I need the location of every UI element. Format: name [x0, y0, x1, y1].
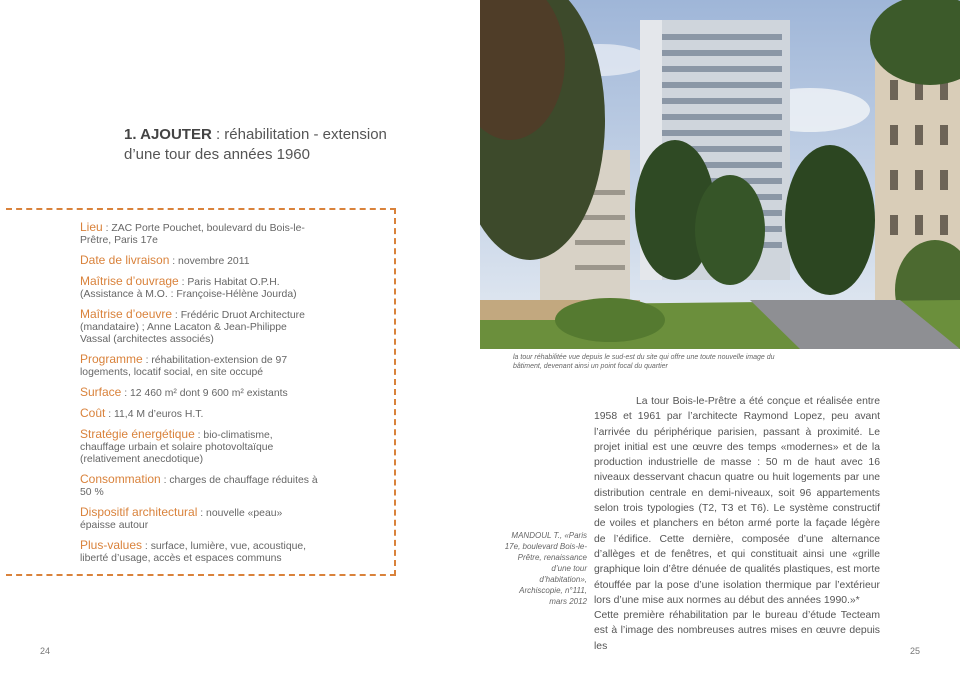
photo-caption: la tour réhabilitée vue depuis le sud-est du site qui offre une toute nouvelle image du bâtiment, devenant ainsi un point focal du quartier	[513, 354, 775, 370]
info-item-consommation	[80, 473, 320, 499]
info-label: Lieu	[80, 220, 103, 234]
info-value: : bio-climatisme, chauffage urbain et solaire photovoltaïque (relativement anecdotique)	[80, 430, 274, 465]
info-value: : nouvelle «peau» épaisse autour	[80, 508, 283, 531]
body-paragraph-2: Cette première réhabilitation par le bureau d’étude Tecteam est à l’image des nombreuses autres mises en œuvre depuis les	[594, 610, 880, 652]
info-item-programme	[80, 353, 320, 379]
info-item-strategie	[80, 428, 320, 466]
info-label: Programme	[80, 352, 143, 366]
info-label: Plus-values	[80, 538, 143, 552]
info-value: : novembre 2011	[169, 256, 250, 267]
info-item-lieu	[80, 221, 320, 247]
info-item-date	[80, 254, 320, 268]
section-title-number: 1. AJOUTER	[124, 126, 212, 143]
page-number-left: 24	[40, 646, 51, 656]
body-paragraph-1: La tour Bois-le-Prêtre a été conçue et réalisée entre 1958 et 1961 par l’architecte Raymond Lopez, peu avant l’arrivée du périphérique parisien, passant à proximité. Le projet initial est une œuvre des temps «modernes» et de la production industrielle de masse : 50 m de haut avec 16 niveaux desservant chacun quatre ou huit logements par une distribution centrale en demi-niveaux, soit 96 appartements selon trois typologies (T2, T3 et T6). Le système constructif de voiles et planchers en béton armé porte la façade légère de l’édifice. Cette dernière, composée d’une alternance d’allèges et de fenêtres, et qui constituait ainsi une «grille graphique loin d’être dénuée de qualités plastiques, est morte étouffée par la pose d’une isolation thermique par l’extérieur lors d’une mise aux normes au début des années 1990.»*	[594, 396, 880, 606]
info-label: Consommation	[80, 472, 161, 486]
info-value: : 11,4 M d’euros H.T.	[105, 409, 204, 420]
info-value: : 12 460 m² dont 9 600 m² existants	[121, 388, 288, 399]
info-item-dispositif	[80, 506, 320, 532]
info-item-cout	[80, 407, 320, 421]
info-item-plus-values	[80, 539, 320, 565]
project-info-list	[80, 221, 320, 572]
section-title	[124, 125, 424, 165]
info-label: Maîtrise d’oeuvre	[80, 307, 173, 321]
info-value: : Paris Habitat O.P.H. (Assistance à M.O. : Françoise-Hélène Jourda)	[80, 277, 297, 300]
info-item-maitrise-ouvrage	[80, 275, 320, 301]
section-title-text: : réhabilitation - extension d’une tour des années 1960	[124, 126, 387, 163]
info-value: : réhabilitation-extension de 97 logements, locatif social, en site occupé	[80, 355, 288, 378]
info-label: Coût	[80, 406, 106, 420]
info-value: : Frédéric Druot Architecture (mandataire) ; Anne Lacaton & Jean-Philippe Vassal (architectes associés)	[80, 310, 305, 345]
page-number-right: 25	[910, 646, 921, 656]
info-label: Dispositif architectural	[80, 505, 198, 519]
info-label: Maîtrise d’ouvrage	[80, 274, 179, 288]
info-value: : surface, lumière, vue, acoustique, liberté d’usage, accès et espaces communs	[80, 541, 307, 564]
info-label: Stratégie énergétique	[80, 427, 195, 441]
info-value: : ZAC Porte Pouchet, boulevard du Bois-le-Prêtre, Paris 17e	[80, 223, 305, 246]
body-text	[594, 394, 880, 654]
tower-photo	[480, 0, 960, 349]
info-item-surface	[80, 386, 320, 400]
info-value: : charges de chauffage réduites à 50 %	[80, 475, 318, 498]
tower-photo-illustration	[480, 0, 960, 349]
bibliographic-reference: MANDOUL T., «Paris 17e, boulevard Bois-le-Prêtre, renaissance d’une tour d’habitation», Archiscopie, n°111, mars 2012	[504, 531, 587, 606]
info-item-maitrise-oeuvre	[80, 308, 320, 346]
info-label: Date de livraison	[80, 253, 170, 267]
info-label: Surface	[80, 385, 122, 399]
